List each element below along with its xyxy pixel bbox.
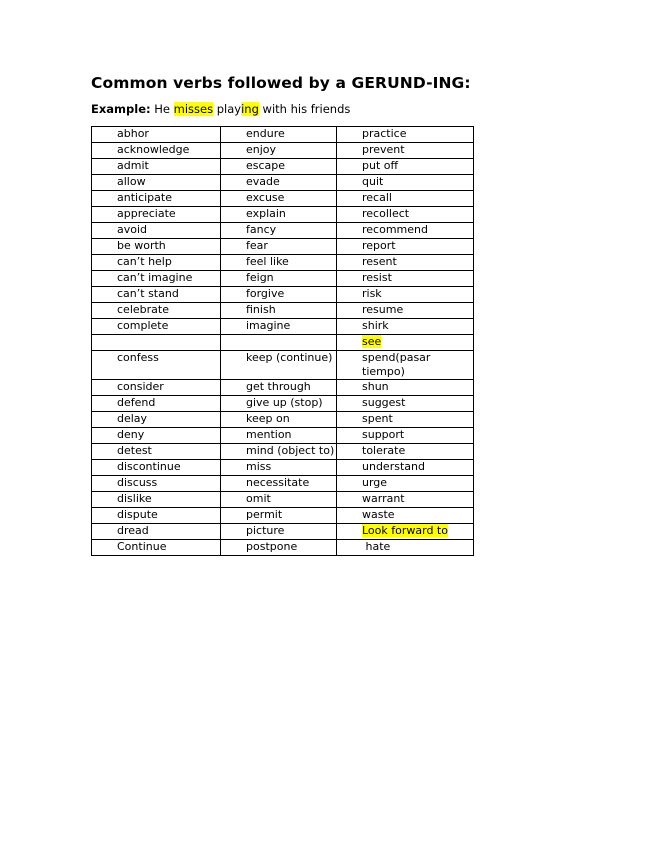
- verb-text: enjoy: [246, 143, 277, 156]
- table-cell: [92, 396, 221, 412]
- verb-text: discuss: [117, 476, 158, 489]
- verb-text: picture: [246, 524, 285, 537]
- verb-text: detest: [117, 444, 152, 457]
- table-row: [92, 239, 474, 255]
- table-cell: [92, 412, 221, 428]
- table-cell: [221, 127, 337, 143]
- verb-text: allow: [117, 175, 146, 188]
- verb-text: keep on: [246, 412, 290, 425]
- table-cell: [221, 207, 337, 223]
- table-row: [92, 319, 474, 335]
- verb-text: celebrate: [117, 303, 169, 316]
- table-cell: [221, 143, 337, 159]
- table-cell: [337, 380, 474, 396]
- table-cell: [92, 444, 221, 460]
- verb-text: dispute: [117, 508, 158, 521]
- table-cell: [92, 540, 221, 556]
- verb-text: dread: [117, 524, 149, 537]
- table-cell: [92, 428, 221, 444]
- table-cell: [92, 271, 221, 287]
- table-cell: [337, 143, 474, 159]
- verb-text: waste: [362, 508, 395, 521]
- table-cell: [221, 540, 337, 556]
- table-row: [92, 175, 474, 191]
- table-row: [92, 524, 474, 540]
- verb-text: confess: [117, 351, 159, 364]
- verb-text: tolerate: [362, 444, 406, 457]
- verb-text: necessitate: [246, 476, 310, 489]
- table-cell: [221, 428, 337, 444]
- table-row: [92, 444, 474, 460]
- verb-text: postpone: [246, 540, 298, 553]
- table-cell: [337, 239, 474, 255]
- verb-text: shun: [362, 380, 389, 393]
- example-text-1: He: [154, 102, 174, 116]
- table-row: [92, 476, 474, 492]
- table-cell: [92, 508, 221, 524]
- verb-text: delay: [117, 412, 148, 425]
- table-cell: [221, 524, 337, 540]
- verb-text: spent: [362, 412, 393, 425]
- table-cell: [221, 380, 337, 396]
- verb-text: defend: [117, 396, 156, 409]
- verb-text: forgive: [246, 287, 285, 300]
- verb-text: admit: [117, 159, 149, 172]
- table-cell: [337, 444, 474, 460]
- table-cell: [337, 175, 474, 191]
- table-cell: [337, 540, 474, 556]
- example-highlight-ing: ing: [241, 102, 259, 116]
- table-cell: [92, 335, 221, 351]
- table-row: [92, 207, 474, 223]
- verb-text: get through: [246, 380, 311, 393]
- verb-text: escape: [246, 159, 286, 172]
- table-cell: [337, 396, 474, 412]
- table-row: [92, 223, 474, 239]
- verb-text: warrant: [362, 492, 405, 505]
- verb-text: Look forward to: [362, 524, 448, 537]
- table-row: [92, 127, 474, 143]
- verb-text: give up (stop): [246, 396, 323, 409]
- verb-text: can’t help: [117, 255, 172, 268]
- verb-text: hate: [362, 540, 391, 553]
- table-cell: [92, 303, 221, 319]
- table-cell: [92, 223, 221, 239]
- verb-text: be worth: [117, 239, 166, 252]
- table-cell: [92, 159, 221, 175]
- example-text-3: with his friends: [258, 102, 351, 116]
- example-text-2: play: [213, 102, 242, 116]
- table-row: [92, 396, 474, 412]
- example-highlight-misses: misses: [173, 102, 214, 116]
- table-cell: [221, 492, 337, 508]
- table-cell: [221, 175, 337, 191]
- table-row: [92, 271, 474, 287]
- verb-text: see: [362, 335, 382, 348]
- verb-text: resume: [362, 303, 404, 316]
- verb-text: explain: [246, 207, 286, 220]
- table-cell: [337, 508, 474, 524]
- table-cell: [92, 191, 221, 207]
- table-cell: [337, 127, 474, 143]
- verb-text: recollect: [362, 207, 410, 220]
- table-row: [92, 351, 474, 380]
- table-row: [92, 159, 474, 175]
- verb-text: resist: [362, 271, 392, 284]
- table-cell: [337, 271, 474, 287]
- table-cell: [337, 303, 474, 319]
- table-cell: [92, 255, 221, 271]
- table-cell: [92, 287, 221, 303]
- verb-text: mind (object to): [246, 444, 335, 457]
- table-row: [92, 508, 474, 524]
- table-cell: [337, 191, 474, 207]
- verb-text: put off: [362, 159, 399, 172]
- verb-text: miss: [246, 460, 272, 473]
- table-cell: [337, 428, 474, 444]
- verb-text: imagine: [246, 319, 291, 332]
- table-cell: [92, 351, 221, 380]
- table-cell: [221, 287, 337, 303]
- table-cell: [92, 239, 221, 255]
- table-row: [92, 540, 474, 556]
- verb-text: abhor: [117, 127, 149, 140]
- table-cell: [337, 223, 474, 239]
- verb-text: evade: [246, 175, 280, 188]
- table-cell: [221, 396, 337, 412]
- verb-text: appreciate: [117, 207, 176, 220]
- verb-text: Continue: [117, 540, 167, 553]
- verb-text: mention: [246, 428, 292, 441]
- table-cell: [221, 335, 337, 351]
- verb-text: consider: [117, 380, 164, 393]
- table-cell: [92, 380, 221, 396]
- verb-text: feel like: [246, 255, 289, 268]
- verb-text: avoid: [117, 223, 148, 236]
- verb-text: feign: [246, 271, 274, 284]
- table-cell: [221, 319, 337, 335]
- table-cell: [92, 207, 221, 223]
- table-cell: [92, 319, 221, 335]
- verb-text: keep (continue): [246, 351, 333, 364]
- table-cell: [221, 460, 337, 476]
- verb-text: resent: [362, 255, 397, 268]
- verb-text: discontinue: [117, 460, 181, 473]
- table-cell: [92, 476, 221, 492]
- verb-text: support: [362, 428, 405, 441]
- verb-text: urge: [362, 476, 388, 489]
- example-label: Example:: [91, 102, 151, 116]
- table-cell: [221, 191, 337, 207]
- table-cell: [92, 127, 221, 143]
- verb-text: excuse: [246, 191, 285, 204]
- page-title: Common verbs followed by a GERUND-ING:: [91, 74, 471, 92]
- table-row: [92, 428, 474, 444]
- table-row: [92, 255, 474, 271]
- verb-text: practice: [362, 127, 407, 140]
- table-row: [92, 460, 474, 476]
- verb-text: endure: [246, 127, 285, 140]
- verb-text: can’t stand: [117, 287, 179, 300]
- table-cell: [92, 492, 221, 508]
- table-row: [92, 335, 474, 351]
- table-row: [92, 303, 474, 319]
- table-cell: [221, 303, 337, 319]
- table-cell: [221, 351, 337, 380]
- table-row: [92, 492, 474, 508]
- table-row: [92, 143, 474, 159]
- verb-text: fear: [246, 239, 268, 252]
- table-cell: [221, 444, 337, 460]
- verb-text: can’t imagine: [117, 271, 193, 284]
- verb-text: complete: [117, 319, 169, 332]
- verb-text: report: [362, 239, 396, 252]
- table-cell: [221, 255, 337, 271]
- verb-text: deny: [117, 428, 145, 441]
- verb-text: permit: [246, 508, 283, 521]
- verb-text: fancy: [246, 223, 277, 236]
- verb-text: quit: [362, 175, 384, 188]
- example-sentence: [91, 102, 350, 116]
- verb-text: risk: [362, 287, 382, 300]
- table-row: [92, 380, 474, 396]
- table-row: [92, 287, 474, 303]
- verbs-table: [91, 126, 474, 556]
- table-cell: [337, 524, 474, 540]
- table-cell: [221, 508, 337, 524]
- table-cell: [337, 159, 474, 175]
- table-cell: [92, 175, 221, 191]
- verb-text: understand: [362, 460, 425, 473]
- verb-text: recall: [362, 191, 392, 204]
- table-cell: [337, 335, 474, 351]
- verb-text: shirk: [362, 319, 389, 332]
- table-cell: [221, 271, 337, 287]
- table-cell: [337, 287, 474, 303]
- table-cell: [221, 412, 337, 428]
- table-cell: [337, 476, 474, 492]
- table-cell: [337, 412, 474, 428]
- verb-text: dislike: [117, 492, 152, 505]
- table-cell: [92, 460, 221, 476]
- verb-text: prevent: [362, 143, 405, 156]
- table-row: [92, 191, 474, 207]
- verb-text: finish: [246, 303, 276, 316]
- table-cell: [92, 524, 221, 540]
- table-cell: [337, 460, 474, 476]
- table-cell: [337, 351, 474, 380]
- verb-text: acknowledge: [117, 143, 190, 156]
- verb-text: recommend: [362, 223, 428, 236]
- table-cell: [337, 319, 474, 335]
- table-row: [92, 412, 474, 428]
- table-cell: [221, 223, 337, 239]
- table-cell: [221, 476, 337, 492]
- table-cell: [92, 143, 221, 159]
- table-cell: [221, 239, 337, 255]
- table-cell: [221, 159, 337, 175]
- verb-text: suggest: [362, 396, 406, 409]
- table-cell: [337, 207, 474, 223]
- verb-text: anticipate: [117, 191, 172, 204]
- table-cell: [337, 492, 474, 508]
- table-cell: [337, 255, 474, 271]
- verb-text: spend(pasar tiempo): [362, 351, 434, 378]
- verb-text: omit: [246, 492, 271, 505]
